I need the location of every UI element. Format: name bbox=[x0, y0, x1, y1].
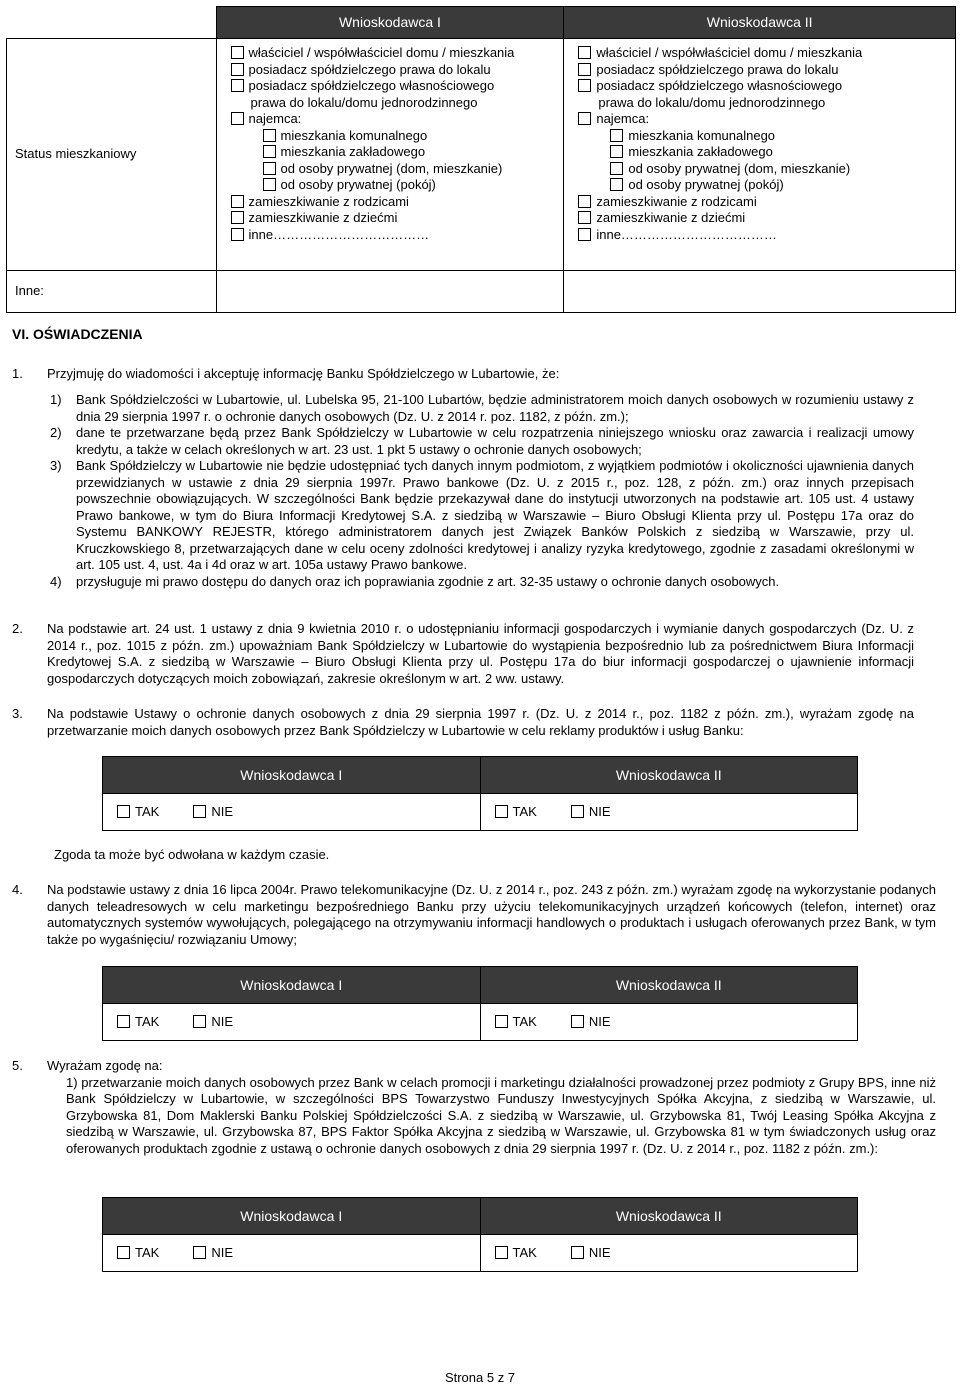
applicant1-status-option[interactable]: od osoby prywatnej (pokój) bbox=[231, 177, 564, 194]
checkbox-icon[interactable] bbox=[231, 63, 244, 76]
applicant1-status-option[interactable]: inne……………………………… bbox=[231, 227, 564, 244]
statement-4 bbox=[12, 882, 936, 948]
applicant2-status-option[interactable]: właściciel / współwłaściciel domu / mieszkania bbox=[578, 45, 955, 62]
applicant1-status-option[interactable]: od osoby prywatnej (dom, mieszkanie) bbox=[231, 161, 564, 178]
checkbox-icon[interactable] bbox=[578, 79, 591, 92]
statement-1-point: 4) przysługuje mi prawo dostępu do danych oraz ich poprawiania zgodnie z art. 32-35 ustawy o ochronie danych osobowych. bbox=[50, 573, 780, 589]
applicant2-status-option[interactable]: posiadacz spółdzielczego prawa do lokalu bbox=[578, 62, 955, 79]
consent-5-applicant2: Wnioskodawca II bbox=[480, 1198, 858, 1235]
checkbox-icon[interactable] bbox=[263, 145, 276, 158]
checkbox-icon[interactable] bbox=[571, 1246, 584, 1259]
checkbox-icon[interactable] bbox=[263, 129, 276, 142]
other-label: Inne: bbox=[7, 271, 217, 313]
checkbox-icon[interactable] bbox=[193, 1246, 206, 1259]
applicant2-status-option[interactable]: zamieszkiwanie z rodzicami bbox=[578, 194, 955, 211]
applicant1-status-option[interactable]: najemca: bbox=[231, 111, 564, 128]
checkbox-icon[interactable] bbox=[193, 805, 206, 818]
statement-5 bbox=[12, 1058, 936, 1157]
checkbox-icon[interactable] bbox=[117, 805, 130, 818]
statement-3-number: 3. bbox=[12, 706, 23, 721]
consent-5-a1-no[interactable]: NIE bbox=[193, 1245, 233, 1262]
checkbox-icon[interactable] bbox=[610, 178, 623, 191]
statement-3 bbox=[12, 706, 914, 739]
page-number: Strona 5 z 7 bbox=[444, 1370, 516, 1385]
applicant2-status-option[interactable]: inne……………………………… bbox=[578, 227, 955, 244]
consent-3-applicant1: Wnioskodawca I bbox=[103, 757, 481, 794]
consent-box-5 bbox=[102, 1197, 858, 1272]
statement-4-number: 4. bbox=[12, 882, 23, 897]
statement-5-number: 5. bbox=[12, 1058, 23, 1073]
consent-3-applicant2: Wnioskodawca II bbox=[480, 757, 858, 794]
consent-5-a1-yes[interactable]: TAK bbox=[117, 1245, 159, 1262]
consent-5-a2-yes[interactable]: TAK bbox=[495, 1245, 537, 1262]
checkbox-icon[interactable] bbox=[231, 228, 244, 241]
consent-box-4 bbox=[102, 966, 858, 1041]
applicant2-status-option: prawa do lokalu/domu jednorodzinnego bbox=[598, 94, 826, 110]
statement-4-text: Na podstawie ustawy z dnia 16 lipca 2004r. Prawo telekomunikacyjne (Dz. U. z 2014 r., poz. 243 z późn. zm.) wyrażam zgodę na wykorzystanie podanych danych teleadresowych w celu marketingu bezpośredniego Banku przy użyciu telekomunikacyjnych urządzeń końcowych (telefon, internet) oraz automatycznych systemów wywołujących, polegającego na otrzymywaniu informacji handlowych o produktach i usługach oferowanych przez Bank, w tym także po wygaśnięciu/ rozwiązaniu Umowy; bbox=[47, 882, 936, 947]
checkbox-icon[interactable] bbox=[495, 1246, 508, 1259]
consent-3-a1-yes[interactable]: TAK bbox=[117, 804, 159, 821]
applicant2-status-option[interactable]: od osoby prywatnej (pokój) bbox=[578, 177, 955, 194]
statement-3-text: Na podstawie Ustawy o ochronie danych osobowych z dnia 29 sierpnia 1997 r. (Dz. U. z 2014 r., poz. 1182 z późn. zm.), wyrażam zgodę na przetwarzanie moich danych osobowych przez Bank Spółdzielczy w Lubartowie w celu reklamy produktów i usług Banku: bbox=[47, 706, 914, 738]
statement-1-intro: Przyjmuję do wiadomości i akceptuję informację Banku Spółdzielczego w Lubartowie, że: bbox=[47, 366, 560, 381]
checkbox-icon[interactable] bbox=[610, 129, 623, 142]
statement-5-text: 1) przetwarzanie moich danych osobowych przez Bank w celach promocji i marketingu działalności prowadzonej przez podmioty z Grupy BPS, inne niż Bank Spółdzielczy w Lubartowie, w szczególności BPS Towarzystwo Funduszy Inwestycyjnych Spółka Akcyjna, z siedzibą w Warszawie, ul. Grzybowska 81, Dom Maklerski Banku Polskiej Spółdzielczości S.A. z siedzibą w Warszawie, ul. Grzybowska 81, Twój Leasing Spółka Akcyjna z siedzibą w Warszawie, ul. Grzybowska 87, BPS Faktor Spółka Akcyjna z siedzibą w Warszawie, ul. Grzybowska 81 w tym świadczonych usług oraz oferowanych produktach zgodnie z ustawą o ochronie danych osobowych z dnia 29 sierpnia 1997 r. (Dz. U. z 2014 r., poz. 1182 z późn. zm.): bbox=[66, 1074, 936, 1156]
checkbox-icon[interactable] bbox=[571, 1015, 584, 1028]
statement-1-point: 2) dane te przetwarzane będą przez Bank Spółdzielczy w Lubartowie w celu rozpatrzenia niniejszego wniosku oraz zawarcia i realizacji umowy kredytu, a także w celach określonych w art. 23 ust. 1 pkt 5 ustawy o ochronie danych osobowych; bbox=[50, 425, 914, 457]
consent-3-a2-yes[interactable]: TAK bbox=[495, 804, 537, 821]
consent-4-a1-yes[interactable]: TAK bbox=[117, 1014, 159, 1031]
applicant2-status-option[interactable]: mieszkania zakładowego bbox=[578, 144, 955, 161]
housing-status-table bbox=[6, 6, 956, 313]
statement-2-number: 2. bbox=[12, 621, 23, 636]
checkbox-icon[interactable] bbox=[571, 805, 584, 818]
applicant2-status-option[interactable]: najemca: bbox=[578, 111, 955, 128]
applicant1-header: Wnioskodawca I bbox=[216, 7, 564, 39]
checkbox-icon[interactable] bbox=[117, 1246, 130, 1259]
checkbox-icon[interactable] bbox=[610, 145, 623, 158]
applicant1-status-option: prawa do lokalu/domu jednorodzinnego bbox=[250, 94, 478, 110]
applicant2-status-option[interactable]: zamieszkiwanie z dziećmi bbox=[578, 210, 955, 227]
consent-4-a1-no[interactable]: NIE bbox=[193, 1014, 233, 1031]
consent-4-applicant1: Wnioskodawca I bbox=[103, 967, 481, 1004]
applicant2-status-option[interactable]: od osoby prywatnej (dom, mieszkanie) bbox=[578, 161, 955, 178]
statement-2 bbox=[12, 621, 914, 687]
consent-5-applicant1: Wnioskodawca I bbox=[103, 1198, 481, 1235]
applicant1-status-option[interactable]: posiadacz spółdzielczego prawa do lokalu bbox=[231, 62, 564, 79]
checkbox-icon[interactable] bbox=[578, 228, 591, 241]
applicant1-status-options bbox=[217, 39, 564, 249]
applicant1-status-option[interactable]: mieszkania zakładowego bbox=[231, 144, 564, 161]
applicant1-status-option[interactable]: mieszkania komunalnego bbox=[231, 128, 564, 145]
applicant1-other-field[interactable] bbox=[216, 271, 564, 313]
checkbox-icon[interactable] bbox=[231, 79, 244, 92]
applicant2-status-option[interactable]: mieszkania komunalnego bbox=[578, 128, 955, 145]
consent-box-3 bbox=[102, 756, 858, 831]
applicant2-status-option[interactable]: posiadacz spółdzielczego własnościowego bbox=[578, 78, 955, 95]
checkbox-icon[interactable] bbox=[578, 211, 591, 224]
statement-1-point: 1) Bank Spółdzielczości w Lubartowie, ul. Lubelska 95, 21-100 Lubartów, będzie administratorem moich danych osobowych w rozumieniu ustawy z dnia 29 sierpnia 1997 r. o ochronie danych osobowych (Dz. U. z 2014 r. poz. 1182, z późn. zm.); bbox=[50, 392, 914, 424]
checkbox-icon[interactable] bbox=[193, 1015, 206, 1028]
consent-3-a2-no[interactable]: NIE bbox=[571, 804, 611, 821]
consent-4-applicant2: Wnioskodawca II bbox=[480, 967, 858, 1004]
checkbox-icon[interactable] bbox=[495, 805, 508, 818]
statement-5-intro: Wyrażam zgodę na: bbox=[47, 1058, 163, 1073]
consent-5-a2-no[interactable]: NIE bbox=[571, 1245, 611, 1262]
statement-2-text: Na podstawie art. 24 ust. 1 ustawy z dnia 9 kwietnia 2010 r. o udostępnianiu informacji gospodarczych i wymianie danych gospodarczych (Dz. U. z 2014 r., poz. 1015 z późn. zm.) upoważniam Bank Spółdzielczy w Lubartowie do wystąpienia bezpośrednio lub za pośrednictwem Biura Informacji Kredytowej S.A. z siedzibą w Warszawie – Biuro Obsługi Klienta przy ul. Postępu 17a do biur informacji gospodarczej o ujawnienie informacji gospodarczych dotyczących moich zobowiązań, zakresie określonym w art. 2 ww. ustawy. bbox=[47, 621, 914, 686]
applicant1-status-option[interactable]: właściciel / współwłaściciel domu / mieszkania bbox=[231, 45, 564, 62]
consent-4-a2-yes[interactable]: TAK bbox=[495, 1014, 537, 1031]
applicant2-other-field[interactable] bbox=[564, 271, 956, 313]
checkbox-icon[interactable] bbox=[610, 162, 623, 175]
checkbox-icon[interactable] bbox=[578, 46, 591, 59]
checkbox-icon[interactable] bbox=[117, 1015, 130, 1028]
statement-1-points bbox=[44, 392, 914, 590]
statement-3-note: Zgoda ta może być odwołana w każdym czasie. bbox=[54, 847, 330, 862]
checkbox-icon[interactable] bbox=[231, 211, 244, 224]
checkbox-icon[interactable] bbox=[231, 195, 244, 208]
section-title: VI. OŚWIADCZENIA bbox=[12, 326, 143, 342]
checkbox-icon[interactable] bbox=[495, 1015, 508, 1028]
checkbox-icon[interactable] bbox=[578, 195, 591, 208]
consent-4-a2-no[interactable]: NIE bbox=[571, 1014, 611, 1031]
applicant2-header: Wnioskodawca II bbox=[564, 7, 956, 39]
applicant1-status-option[interactable]: zamieszkiwanie z rodzicami bbox=[231, 194, 564, 211]
checkbox-icon[interactable] bbox=[578, 112, 591, 125]
checkbox-icon[interactable] bbox=[231, 46, 244, 59]
row-label: Status mieszkaniowy bbox=[7, 39, 217, 271]
checkbox-icon[interactable] bbox=[263, 178, 276, 191]
applicant1-status-option[interactable]: zamieszkiwanie z dziećmi bbox=[231, 210, 564, 227]
checkbox-icon[interactable] bbox=[231, 112, 244, 125]
checkbox-icon[interactable] bbox=[263, 162, 276, 175]
statement-1-number: 1. bbox=[12, 366, 23, 381]
applicant2-status-options bbox=[564, 39, 955, 249]
applicant1-status-option[interactable]: posiadacz spółdzielczego własnościowego bbox=[231, 78, 564, 95]
checkbox-icon[interactable] bbox=[578, 63, 591, 76]
statement-1-point: 3) Bank Spółdzielczy w Lubartowie nie będzie udostępniać tych danych innym podmiotom, z wyjątkiem podmiotów i okoliczności ujawnienia danych przewidzianych w ustawie z dnia 29 sierpnia 1997r. Prawo bankowe (Dz. U. z 2015 r., poz. 128, z późn. zm.) oraz innych przepisach powszechnie obowiązujących. W szczególności Bank będzie przekazywał dane do instytucji utworzonych na podstawie art. 105 ust. 4 ustawy Prawo bankowe, w tym do Biura Informacji Kredytowej S.A. z siedzibą w Warszawie – Biuro Obsługi Klienta przy ul. Postępu 17a oraz do Systemu BANKOWY REJESTR, którego administratorem danych jest Związek Banków Polskich z siedzibą w Warszawie, przy ul. Kruczkowskiego 8, przetwarzających dane w celu oceny zdolności kredytowej i analizy ryzyka kredytowego, zgodnie z zasadami określonymi w art. 105 ust. 4, ust. 4a i 4d oraz w art. 105a ustawy Prawo bankowe. bbox=[50, 458, 914, 572]
consent-3-a1-no[interactable]: NIE bbox=[193, 804, 233, 821]
